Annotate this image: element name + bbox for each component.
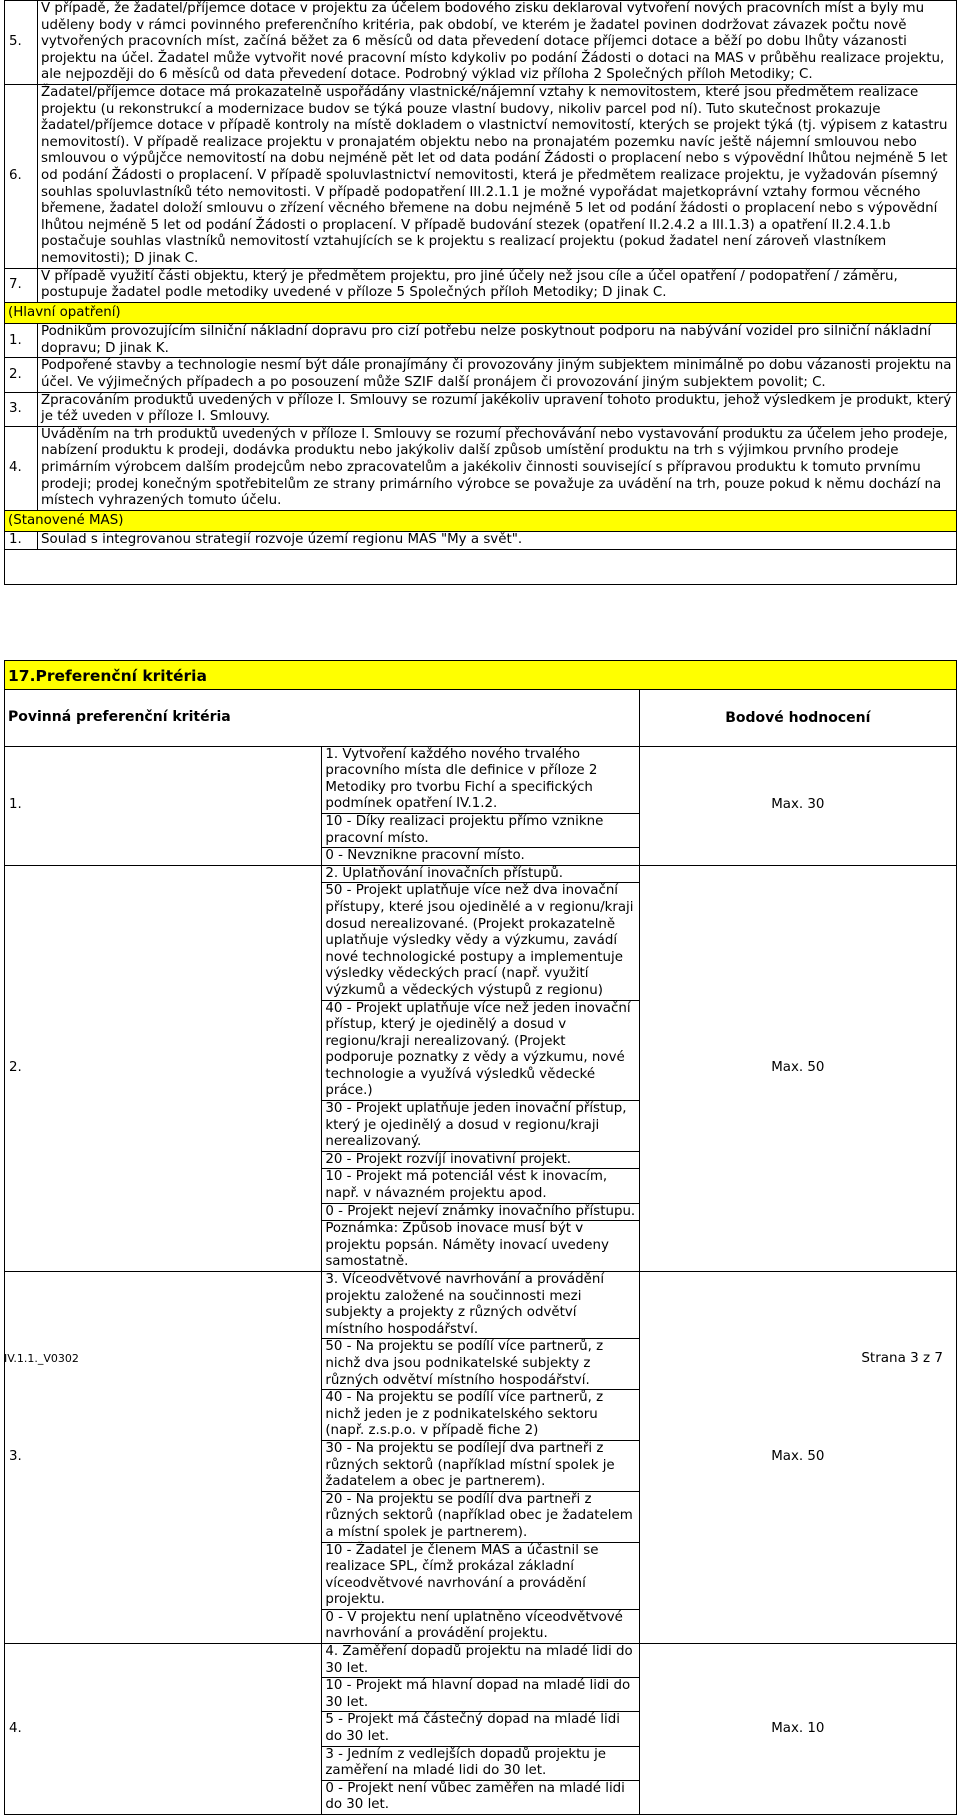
mas-heading [5, 510, 957, 532]
empty-row [5, 550, 957, 585]
row-text: Podpořené stavby a technologie nesmí být dále pronajímány či provozovány jiným subjektem minimálně po dobu vázanosti projektu na účel. Ve výjimečných případech a po posouzení může SZIF další pronájem či provozování jiným subjektem povolit; C. [38, 358, 957, 392]
condition-row [5, 1, 957, 85]
criterion-line: 50 - Projekt uplatňuje více než dva inovační přístupy, které jsou ojedinělé a v regionu/kraji dosud nerealizované. (Projekt prokazatelně uplatňuje výsledky vědy a výzkumu, zavádí nové technologické postupy a implementuje výsledky vědeckých prací (např. využití výzkumů a vědeckých výstupů z regionu) [322, 883, 639, 1000]
criterion-line: 20 - Projekt rozvíjí inovativní projekt. [322, 1151, 639, 1169]
empty-cell [5, 550, 957, 585]
criterion-points: Max. 30 [639, 746, 956, 865]
criterion-row [5, 746, 957, 813]
row-text: Podnikům provozujícím silniční nákladní dopravu pro cizí potřebu nelze poskytnout podporu na nabývání vozidel pro silniční nákladní dopravu; D jinak K. [38, 324, 957, 358]
criterion-row [5, 865, 957, 883]
row-number: 2. [5, 358, 38, 392]
criterion-points: Max. 50 [639, 865, 956, 1271]
preferential-criteria-table [4, 660, 957, 1815]
hlavni-condition-row [5, 392, 957, 426]
criterion-line: 10 - Díky realizaci projektu přímo vznikne pracovní místo. [322, 813, 639, 847]
condition-row [5, 268, 957, 302]
criterion-line: 20 - Na projektu se podílí dva partneři z různých sektorů (například obec je žadatelem a místní spolek je partnerem). [322, 1491, 639, 1542]
criteria-header-row [5, 689, 957, 746]
criterion-number: 2. [5, 865, 322, 1271]
row-text: V případě využití části objektu, který je předmětem projektu, pro jiné účely než jsou cíle a účel opatření / podopatření / záměru, postupuje žadatel podle metodiky uvedené v příloze 5 Společných příloh Metodiky; D jinak C. [38, 268, 957, 302]
document-code: IV.1.1._V0302 [4, 1352, 79, 1365]
criterion-line: 40 - Na projektu se podílí více partnerů, z nichž jeden je z podnikatelského sektoru (např. z.s.p.o. v případě fiche 2) [322, 1390, 639, 1441]
criterion-line: Poznámka: Způsob inovace musí být v projektu popsán. Náměty inovací uvedeny samostatně. [322, 1221, 639, 1272]
criterion-line: 0 - Projekt nejeví známky inovačního přístupu. [322, 1203, 639, 1221]
hlavni-heading-label: (Hlavní opatření) [5, 302, 957, 324]
criterion-line: 10 - Projekt má potenciál vést k inovacím, např. v návazném projektu apod. [322, 1169, 639, 1203]
criterion-line: 5 - Projekt má částečný dopad na mladé lidi do 30 let. [322, 1712, 639, 1746]
row-text: Soulad s integrovanou strategií rozvoje území regionu MAS "My a svět". [38, 532, 957, 550]
mas-condition-row [5, 532, 957, 550]
points-column-label: Bodové hodnocení [639, 689, 956, 746]
row-number: 4. [5, 426, 38, 510]
criterion-line: 10 - Projekt má hlavní dopad na mladé lidi do 30 let. [322, 1678, 639, 1712]
criterion-line: 0 - V projektu není uplatněno víceodvětvové navrhování a provádění projektu. [322, 1609, 639, 1643]
criterion-line: 0 - Nevznikne pracovní místo. [322, 848, 639, 866]
row-text: Žadatel/příjemce dotace má prokazatelně uspořádány vlastnické/nájemní vztahy k nemovitostem, které jsou předmětem realizace projektu (u rekonstrukcí a modernizace budov se týká pouze vlastní budovy, nikoliv parcel pod ní). Tuto skutečnost prokazuje žadatel/příjemce dotace v případě kontroly na místě dokladem o vlastnictví nemovitostí, kterých se projekt týká (tj. výpisem z katastru nemovitostí). V případě realizace projektu v pronajatém objektu nebo na pronajatém pozemku navíc ještě nájemní smlouvou nebo smlouvou o výpůjčce nemovitostí na dobu nejméně pět let od data podání Žádosti o proplacení nebo s výpovědní lhůtou nejméně 5 let od podání Žádosti o proplacení. V případě spoluvlastnictví nemovitosti, která je předmětem realizace projektu, je vyžadován písemný souhlas spoluvlastníků této nemovitosti. V případě podopatření III.2.1.1 je možné vypořádat majetkoprávní vztahy formou věcného břemene, žadatel doloží smlouvu o zřízení věcného břemene na dobu nejméně 5 let od podání žádosti o proplacení nebo s výpovědní lhůtou nejméně 5 let od podání Žádosti o proplacení. V případě budování stezek (opatření II.2.4.2 a III.1.3) a opatření II.2.4.1.b postačuje souhlas vlastníků nemovitostí vztahujících se k projektu s realizací projektu (pokud žadatel není zároveň vlastníkem nemovitosti); D jinak C. [38, 84, 957, 268]
criterion-row [5, 1272, 957, 1339]
criterion-line: 4. Zaměření dopadů projektu na mladé lidi do 30 let. [322, 1644, 639, 1678]
row-number: 1. [5, 324, 38, 358]
criterion-line: 3 - Jedním z vedlejších dopadů projektu je zaměření na mladé lidi do 30 let. [322, 1746, 639, 1780]
hlavni-condition-row [5, 358, 957, 392]
page-number: Strana 3 z 7 [861, 1350, 943, 1366]
row-number: 6. [5, 84, 38, 268]
criterion-line: 40 - Projekt uplatňuje více než jeden inovační přístup, který je ojedinělý a dosud v regionu/kraji nerealizovaný. (Projekt podporuje poznatky z vědy a výzkumu, nové technologie a využívá výsledků vědecké práce.) [322, 1000, 639, 1101]
criterion-number: 1. [5, 746, 322, 865]
section-title: 17.Preferenční kritéria [5, 661, 957, 690]
criterion-line: 1. Vytvoření každého nového trvalého pracovního místa dle definice v příloze 2 Metodiky pro tvorbu Fichí a specifických podmínek opatření IV.1.2. [322, 746, 639, 813]
row-text: V případě, že žadatel/příjemce dotace v projektu za účelem bodového zisku deklaroval vytvoření nových pracovních míst a byly mu uděleny body v rámci povinného preferenčního kritéria, pak období, ve kterém je žadatel povinen dodržovat závazek počtu nově vytvořených pracovních míst, začíná běžet za 6 měsíců od data převedení dotace příjemci dotace a běží po dobu lhůty vázanosti projektu na účel. Žadatel může vytvořit nové pracovní místo kdykoliv po podání Žádosti o dotaci na MAS v průběhu realizace projektu, ale nejpozději do 6 měsíců od data převedení dotace. Podrobný výklad viz příloha 2 Společných příloh Metodiky; C. [38, 1, 957, 85]
criterion-line: 30 - Na projektu se podílejí dva partneři z různých sektorů (například místní spolek je žadatelem a obec je partnerem). [322, 1440, 639, 1491]
row-number: 1. [5, 532, 38, 550]
criterion-line: 2. Uplatňování inovačních přístupů. [322, 865, 639, 883]
criterion-line: 0 - Projekt není vůbec zaměřen na mladé lidi do 30 let. [322, 1780, 639, 1814]
criterion-points: Max. 10 [639, 1644, 956, 1815]
hlavni-condition-row [5, 426, 957, 510]
criterion-number: 4. [5, 1644, 322, 1815]
row-number: 5. [5, 1, 38, 85]
row-number: 3. [5, 392, 38, 426]
condition-row [5, 84, 957, 268]
criterion-points: Max. 50 [639, 1272, 956, 1644]
section-title-row [5, 661, 957, 690]
criterion-line: 30 - Projekt uplatňuje jeden inovační přístup, který je ojedinělý a dosud v regionu/kraji nerealizovaný. [322, 1101, 639, 1152]
criteria-column-label: Povinná preferenční kritéria [5, 689, 640, 746]
row-number: 7. [5, 268, 38, 302]
row-text: Uváděním na trh produktů uvedených v příloze I. Smlouvy se rozumí přechovávání nebo vystavování produktu za účelem jeho prodeje, nabízení produktu k prodeji, dodávka produktu nebo jakýkoliv další způsob umístění produktu na trh s výjimkou prvního prodeje primárním výrobcem dalším prodejcům nebo zpracovatelům a jakékoliv činnosti související s přípravou produktu k tomuto prvnímu prodeji; prodej konečným spotřebitelům ze strany primárního výrobce se považuje za uvádění na trh, pouze pokud k němu dochází na místech vyhrazených tomuto účelu. [38, 426, 957, 510]
criterion-line: 50 - Na projektu se podílí více partnerů, z nichž dva jsou podnikatelské subjekty z různých odvětví místního hospodářství. [322, 1339, 639, 1390]
criterion-row [5, 1644, 957, 1678]
hlavni-heading [5, 302, 957, 324]
conditions-table [4, 0, 957, 585]
hlavni-condition-row [5, 324, 957, 358]
row-text: Zpracováním produktů uvedených v příloze I. Smlouvy se rozumí jakékoliv upravení tohoto produktu, jehož výsledkem je produkt, který je též uveden v příloze I. Smlouvy. [38, 392, 957, 426]
criterion-number: 3. [5, 1272, 322, 1644]
mas-heading-label: (Stanovené MAS) [5, 510, 957, 532]
criterion-line: 3. Víceodvětvové navrhování a provádění projektu založené na součinnosti mezi subjekty a projekty z různých odvětví místního hospodářství. [322, 1272, 639, 1339]
criterion-line: 10 - Žadatel je členem MAS a účastnil se realizace SPL, čímž prokázal základní víceodvětvové navrhování a provádění projektu. [322, 1542, 639, 1609]
